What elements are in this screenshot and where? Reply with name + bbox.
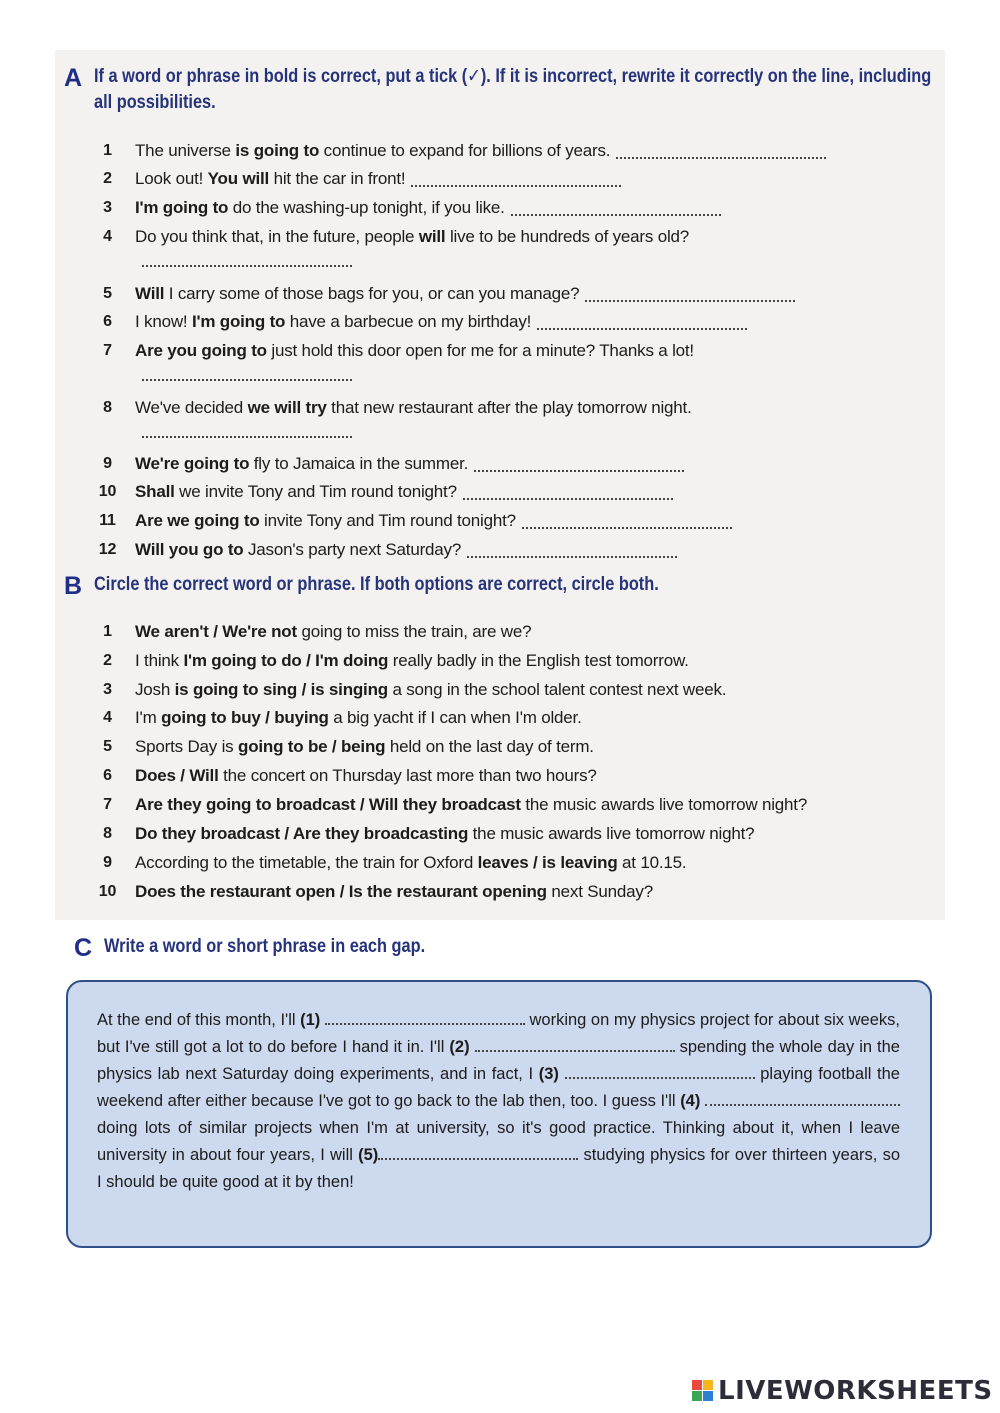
sectionB-item-bold[interactable]: going to be / being <box>238 737 386 756</box>
sectionB-item-post: the music awards live tomorrow night? <box>468 824 755 843</box>
sectionA-item-6 <box>80 309 747 335</box>
section-b-instruction: Circle the correct word or phrase. If both options are correct, circle both. <box>94 574 659 595</box>
sectionB-item-bold[interactable]: Do they broadcast / Are they broadcasting <box>135 824 469 843</box>
para-text-3: spending the whole day in the physics lab next Saturday doing experiments, and in fact, I <box>97 1038 900 1083</box>
sectionB-item-text <box>135 882 653 902</box>
section-c-heading <box>74 934 1000 962</box>
sectionA-item-4 <box>80 224 689 250</box>
answer-line[interactable] <box>142 434 352 438</box>
sectionA-item-pre: We've decided <box>135 398 248 417</box>
sectionA-item-bold: Shall <box>135 482 175 501</box>
sectionA-item-bold: Will <box>135 284 165 303</box>
sectionB-item-bold[interactable]: I'm going to do / I'm doing <box>183 651 389 670</box>
sectionA-item-bold: will <box>418 227 446 246</box>
sectionB-item-2 <box>80 648 689 674</box>
section-a-heading <box>64 64 1000 116</box>
sectionB-item-text <box>135 853 686 873</box>
logo-square-red <box>692 1380 702 1390</box>
answer-line[interactable] <box>522 525 732 529</box>
para-text-1: At the end of this month, I'll <box>97 1011 301 1029</box>
sectionB-item-text <box>135 795 807 815</box>
sectionA-item-number: 7 <box>103 342 112 359</box>
sectionB-item-bold[interactable]: leaves / is leaving <box>477 853 618 872</box>
sectionA-item-number: 3 <box>103 199 112 216</box>
sectionA-item-bold: We're going to <box>135 454 250 473</box>
sectionB-item-text <box>135 824 754 844</box>
gap-label-5: (5) <box>358 1146 379 1164</box>
answer-line[interactable] <box>616 155 826 159</box>
sectionB-item-number: 2 <box>103 652 112 669</box>
sectionB-item-bold[interactable]: Does the restaurant open / Is the restaurant opening <box>135 882 547 901</box>
sectionA-item-post: have a barbecue on my birthday! <box>285 312 532 331</box>
sectionB-item-post: at 10.15. <box>617 853 687 872</box>
gap-label-3: (3) <box>538 1065 559 1083</box>
sectionB-item-bold[interactable]: We aren't / We're not <box>135 622 297 641</box>
sectionB-item-text <box>135 766 597 786</box>
sectionB-item-post: the concert on Thursday last more than two hours? <box>218 766 597 785</box>
sectionA-item-bold: Are we going to <box>135 511 260 530</box>
sectionA-item-number: 8 <box>103 399 112 416</box>
sectionA-item-text <box>135 141 610 161</box>
sectionA-item-pre: The universe <box>135 141 236 160</box>
sectionB-item-number: 10 <box>98 883 117 900</box>
gap-2-input[interactable] <box>475 1036 675 1052</box>
sectionB-item-post: going to miss the train, are we? <box>296 622 532 641</box>
sectionB-item-post: a big yacht if I can when I'm older. <box>328 708 582 727</box>
para-text-6: studying physics for over thirteen years, so I should be quite good at it by then! <box>97 1146 900 1191</box>
sectionA-item-pre: Look out! <box>135 169 208 188</box>
sectionB-item-post: the music awards live tomorrow night? <box>520 795 808 814</box>
gap-label-2: (2) <box>449 1038 470 1056</box>
sectionB-item-pre: According to the timetable, the train for Oxford <box>135 853 478 872</box>
answer-line[interactable] <box>142 377 352 381</box>
sectionB-item-post: really badly in the English test tomorrow. <box>388 651 689 670</box>
sectionB-item-7 <box>80 792 807 818</box>
sectionB-item-text <box>135 622 531 642</box>
sectionA-item-number: 5 <box>103 285 112 302</box>
sectionA-item-12 <box>80 537 677 563</box>
sectionA-item-number: 12 <box>98 541 117 558</box>
sectionA-item-text <box>135 540 461 560</box>
section-c-instruction: Write a word or short phrase in each gap. <box>104 936 426 957</box>
sectionA-item-post: continue to expand for billions of years. <box>319 141 611 160</box>
sectionA-item-number: 9 <box>103 455 112 472</box>
sectionA-item-pre: Do you think that, in the future, people <box>135 227 419 246</box>
gap-label-1: (1) <box>300 1011 321 1029</box>
sectionA-item-number: 4 <box>103 228 112 245</box>
sectionA-item-post: I carry some of those bags for you, or can you manage? <box>164 284 580 303</box>
section-a-instruction: If a word or phrase in bold is correct, put a tick (✓). If it is incorrect, rewrite it correctly on the line, including all possibilities. <box>94 66 932 113</box>
logo-brand-text: LIVEWORKSHEETS <box>718 1376 993 1406</box>
sectionA-item-3 <box>80 195 721 221</box>
sectionA-item-number: 10 <box>98 483 117 500</box>
sectionA-item-bold: I'm going to <box>135 198 229 217</box>
sectionB-item-text <box>135 737 594 757</box>
sectionB-item-number: 1 <box>103 623 112 640</box>
sectionA-item-post: hit the car in front! <box>269 169 406 188</box>
gap-fill-paragraph <box>97 1007 900 1196</box>
section-c-letter: C <box>74 934 93 962</box>
sectionB-item-6 <box>80 763 597 789</box>
section-a-letter: A <box>64 64 83 92</box>
sectionA-item-text <box>135 454 468 474</box>
sectionA-item-pre: I know! <box>135 312 192 331</box>
sectionA-item-9 <box>80 451 684 477</box>
liveworksheets-logo[interactable] <box>692 1376 993 1406</box>
sectionB-item-number: 5 <box>103 738 112 755</box>
answer-line[interactable] <box>142 263 352 267</box>
sectionB-item-post: a song in the school talent contest next week. <box>387 680 727 699</box>
gap-5-input[interactable] <box>378 1144 578 1160</box>
answer-line[interactable] <box>537 326 747 330</box>
para-text-2: working on my physics project for about six weeks, but I've still got a lot to do before I hand it in. I'll <box>97 1011 900 1056</box>
sectionB-item-10 <box>80 879 653 905</box>
sectionB-item-text <box>135 651 689 671</box>
sectionA-item-post: we invite Tony and Tim round tonight? <box>174 482 457 501</box>
sectionA-item-post: just hold this door open for me for a minute? Thanks a lot! <box>266 341 694 360</box>
sectionB-item-bold[interactable]: is going to sing / is singing <box>174 680 388 699</box>
sectionA-item-text <box>135 227 689 247</box>
sectionB-item-text <box>135 680 726 700</box>
sectionA-item-number: 6 <box>103 313 112 330</box>
sectionA-item-8 <box>80 395 692 421</box>
logo-square-green <box>692 1391 702 1401</box>
sectionB-item-8 <box>80 821 754 847</box>
sectionB-item-number: 7 <box>103 796 112 813</box>
sectionA-item-text <box>135 169 405 189</box>
sectionA-item-number: 2 <box>103 170 112 187</box>
gap-4-input[interactable] <box>705 1090 900 1106</box>
section-b-letter: B <box>64 572 83 600</box>
sectionA-item-post: Jason's party next Saturday? <box>243 540 462 559</box>
sectionA-item-bold: You will <box>207 169 270 188</box>
sectionB-item-post: next Sunday? <box>546 882 653 901</box>
sectionB-item-1 <box>80 619 531 645</box>
sectionB-item-pre: I think <box>135 651 184 670</box>
sectionB-item-number: 6 <box>103 767 112 784</box>
sectionA-item-bold: I'm going to <box>191 312 286 331</box>
answer-line[interactable] <box>467 554 677 558</box>
sectionA-item-2 <box>80 166 621 192</box>
sectionA-item-1 <box>80 138 826 164</box>
sectionB-item-post: held on the last day of term. <box>385 737 594 756</box>
answer-line[interactable] <box>511 212 721 216</box>
sectionA-item-text <box>135 341 694 361</box>
sectionA-item-10 <box>80 479 673 505</box>
sectionB-item-9 <box>80 850 686 876</box>
logo-square-blue <box>703 1391 713 1401</box>
sectionA-item-bold: Will you go to <box>135 540 244 559</box>
answer-line[interactable] <box>585 298 795 302</box>
section-b-heading <box>64 572 1000 600</box>
sectionA-item-text <box>135 284 579 304</box>
sectionA-item-text <box>135 482 457 502</box>
sectionA-item-post: do the washing-up tonight, if you like. <box>228 198 505 217</box>
sectionA-item-post: that new restaurant after the play tomorrow night. <box>326 398 692 417</box>
sectionA-item-11 <box>80 508 732 534</box>
sectionA-item-post: invite Tony and Tim round tonight? <box>259 511 516 530</box>
sectionB-item-number: 8 <box>103 825 112 842</box>
gap-label-4: (4) <box>680 1092 701 1110</box>
para-text-4: playing football the weekend after either because I've got to go back to the lab then, too. I guess I'll <box>97 1065 900 1110</box>
sectionA-item-text <box>135 511 516 531</box>
sectionB-item-3 <box>80 677 726 703</box>
sectionB-item-bold[interactable]: Does / Will <box>135 766 219 785</box>
answer-line[interactable] <box>411 183 621 187</box>
sectionA-item-bold: Are you going to <box>135 341 267 360</box>
gap-1-input[interactable] <box>325 1009 525 1025</box>
answer-line[interactable] <box>474 468 684 472</box>
sectionB-item-number: 4 <box>103 709 112 726</box>
sectionB-item-number: 3 <box>103 681 112 698</box>
sectionA-item-bold: we will try <box>247 398 327 417</box>
logo-square-yellow <box>703 1380 713 1390</box>
sectionB-item-text <box>135 708 582 728</box>
sectionB-item-pre: I'm <box>135 708 162 727</box>
sectionA-item-number: 1 <box>103 142 112 159</box>
sectionB-item-number: 9 <box>103 854 112 871</box>
sectionA-item-7 <box>80 338 694 364</box>
sectionB-item-4 <box>80 705 582 731</box>
sectionB-item-pre: Josh <box>135 680 175 699</box>
sectionB-item-bold[interactable]: going to buy / buying <box>161 708 329 727</box>
para-text-5: doing lots of similar projects when I'm at university, so it's good practice. Thinking about it, when I leave university in about four years, I will <box>97 1119 900 1164</box>
sectionA-item-text <box>135 312 531 332</box>
sectionA-item-5 <box>80 281 795 307</box>
sectionB-item-pre: Sports Day is <box>135 737 239 756</box>
sectionB-item-bold[interactable]: Are they going to broadcast / Will they broadcast <box>135 795 521 814</box>
sectionA-item-text <box>135 398 692 418</box>
gap-3-input[interactable] <box>565 1063 755 1079</box>
sectionA-item-bold: is going to <box>235 141 320 160</box>
sectionA-item-number: 11 <box>99 512 116 529</box>
sectionA-item-post: fly to Jamaica in the summer. <box>249 454 469 473</box>
sectionA-item-text <box>135 198 505 218</box>
liveworksheets-logo-icon <box>692 1380 714 1402</box>
sectionA-item-post: live to be hundreds of years old? <box>445 227 690 246</box>
sectionB-item-5 <box>80 734 594 760</box>
answer-line[interactable] <box>463 496 673 500</box>
